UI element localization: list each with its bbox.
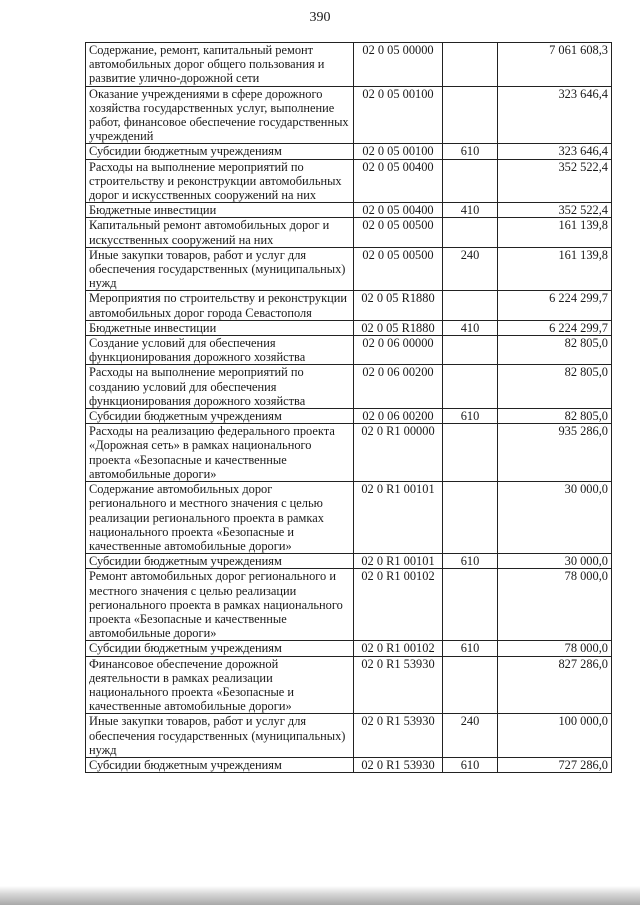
row-code: 02 0 05 00500 [354,247,443,291]
row-amount: 323 646,4 [498,86,612,144]
row-code: 02 0 R1 00102 [354,641,443,656]
row-amount: 82 805,0 [498,336,612,365]
row-code: 02 0 05 00500 [354,218,443,247]
row-type: 410 [443,320,498,335]
row-type: 610 [443,144,498,159]
row-amount: 352 522,4 [498,203,612,218]
page-number: 390 [309,10,331,25]
table-row [86,43,612,87]
budget-table [85,42,612,773]
row-amount: 6 224 299,7 [498,291,612,320]
row-amount: 7 061 608,3 [498,43,612,87]
row-amount: 352 522,4 [498,159,612,203]
row-type [443,482,498,554]
row-code: 02 0 06 00000 [354,336,443,365]
row-type [443,159,498,203]
row-name: Субсидии бюджетным учреждениям [86,144,354,159]
row-type [443,43,498,87]
table-row [86,144,612,159]
table-row [86,757,612,772]
row-type: 410 [443,203,498,218]
row-code: 02 0 06 00200 [354,409,443,424]
table-row [86,159,612,203]
table-row [86,320,612,335]
row-amount: 82 805,0 [498,409,612,424]
row-amount: 82 805,0 [498,365,612,409]
row-code: 02 0 R1 00101 [354,482,443,554]
row-code: 02 0 R1 00000 [354,424,443,482]
row-code: 02 0 05 00400 [354,159,443,203]
row-type [443,86,498,144]
row-amount: 727 286,0 [498,757,612,772]
row-code: 02 0 06 00200 [354,365,443,409]
row-type [443,336,498,365]
table-row [86,86,612,144]
row-name: Субсидии бюджетным учреждениям [86,554,354,569]
row-type [443,365,498,409]
row-type: 610 [443,554,498,569]
row-code: 02 0 05 00400 [354,203,443,218]
row-type [443,656,498,714]
row-name: Расходы на выполнение мероприятий по строительству и реконструкции автомобильных дорог и искусственных сооружений на них [86,159,354,203]
row-type: 240 [443,247,498,291]
row-code: 02 0 05 R1880 [354,291,443,320]
table-row [86,203,612,218]
row-code: 02 0 05 00100 [354,144,443,159]
table-row [86,569,612,641]
row-name: Ремонт автомобильных дорог регионального и местного значения с целью реализации регионального проекта в рамках национального проекта «Безопасные и качественные автомобильные дороги» [86,569,354,641]
row-name: Субсидии бюджетным учреждениям [86,409,354,424]
row-type: 240 [443,714,498,758]
row-amount: 161 139,8 [498,247,612,291]
row-amount: 30 000,0 [498,554,612,569]
row-name: Иные закупки товаров, работ и услуг для обеспечения государственных (муниципальных) нужд [86,247,354,291]
scan-edge [0,886,640,905]
table-row [86,409,612,424]
row-amount: 78 000,0 [498,641,612,656]
row-name: Финансовое обеспечение дорожной деятельности в рамках реализации национального проекта «Безопасные и качественные автомобильные дороги» [86,656,354,714]
row-name: Расходы на реализацию федерального проекта «Дорожная сеть» в рамках национального проекта «Безопасные и качественные автомобильные дороги» [86,424,354,482]
row-name: Содержание, ремонт, капитальный ремонт автомобильных дорог общего пользования и развитие улично-дорожной сети [86,43,354,87]
row-name: Бюджетные инвестиции [86,203,354,218]
table-row [86,336,612,365]
row-type: 610 [443,641,498,656]
row-name: Содержание автомобильных дорог регионального и местного значения с целью реализации регионального проекта в рамках национального проекта «Безопасные и качественные автомобильные дороги» [86,482,354,554]
row-amount: 161 139,8 [498,218,612,247]
row-code: 02 0 R1 00101 [354,554,443,569]
row-amount: 935 286,0 [498,424,612,482]
row-type [443,218,498,247]
row-name: Мероприятия по строительству и реконструкции автомобильных дорог города Севастополя [86,291,354,320]
row-name: Бюджетные инвестиции [86,320,354,335]
row-code: 02 0 05 00100 [354,86,443,144]
table-row [86,424,612,482]
table-row [86,656,612,714]
row-type [443,569,498,641]
table-row [86,218,612,247]
table-row [86,365,612,409]
row-amount: 30 000,0 [498,482,612,554]
row-type: 610 [443,409,498,424]
row-name: Субсидии бюджетным учреждениям [86,757,354,772]
table-row [86,554,612,569]
row-code: 02 0 05 R1880 [354,320,443,335]
row-amount: 78 000,0 [498,569,612,641]
row-type [443,291,498,320]
row-name: Создание условий для обеспечения функционирования дорожного хозяйства [86,336,354,365]
row-name: Расходы на выполнение мероприятий по созданию условий для обеспечения функционирования дорожного хозяйства [86,365,354,409]
row-name: Субсидии бюджетным учреждениям [86,641,354,656]
row-name: Иные закупки товаров, работ и услуг для обеспечения государственных (муниципальных) нужд [86,714,354,758]
table-row [86,714,612,758]
table-row [86,247,612,291]
row-code: 02 0 R1 53930 [354,714,443,758]
row-amount: 100 000,0 [498,714,612,758]
row-name: Оказание учреждениями в сфере дорожного хозяйства государственных услуг, выполнение работ, финансовое обеспечение государственных учреждений [86,86,354,144]
table-row [86,641,612,656]
row-type [443,424,498,482]
row-amount: 827 286,0 [498,656,612,714]
row-code: 02 0 R1 53930 [354,757,443,772]
table-row [86,482,612,554]
row-code: 02 0 R1 53930 [354,656,443,714]
table-row [86,291,612,320]
row-name: Капитальный ремонт автомобильных дорог и искусственных сооружений на них [86,218,354,247]
row-code: 02 0 R1 00102 [354,569,443,641]
row-amount: 323 646,4 [498,144,612,159]
row-type: 610 [443,757,498,772]
row-code: 02 0 05 00000 [354,43,443,87]
row-amount: 6 224 299,7 [498,320,612,335]
